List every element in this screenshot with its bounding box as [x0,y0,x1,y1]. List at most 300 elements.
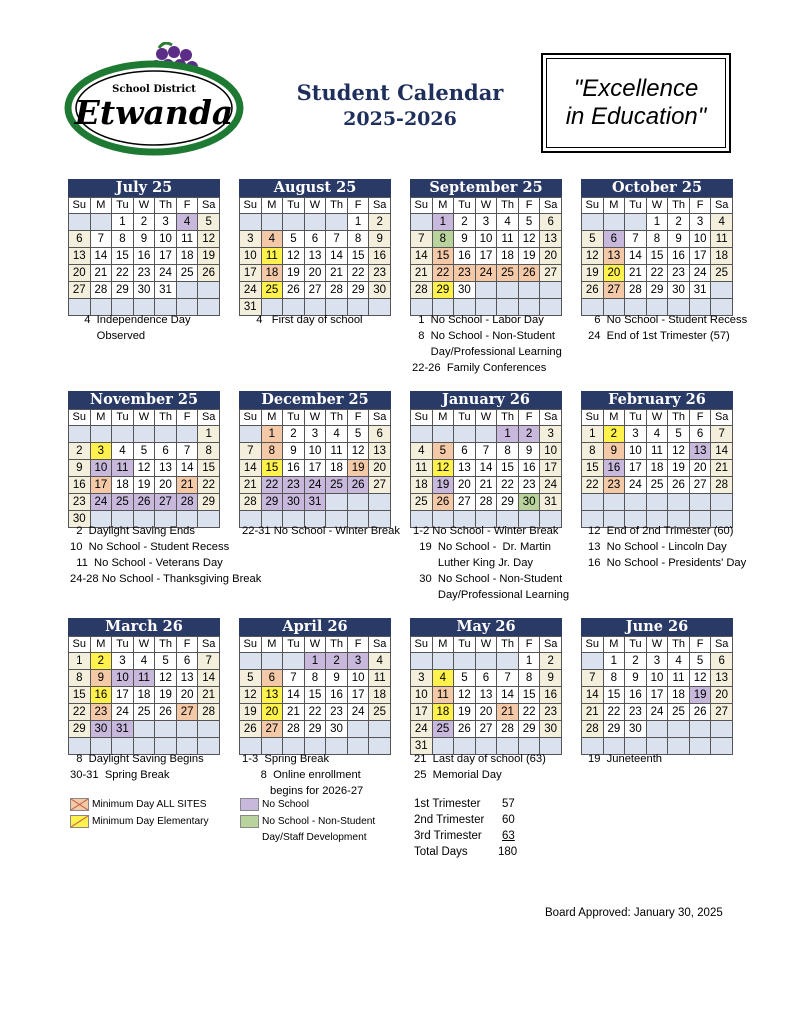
calendar-day: 11 [668,670,690,687]
page-title: Student Calendar [296,80,504,105]
empty-day [326,494,348,511]
calendar-day: 26 [155,704,177,721]
empty-day [454,653,476,670]
calendar-day: 12 [283,248,305,265]
calendar-day: 2 [369,214,391,231]
weekday-header: W [304,410,326,426]
weekday-header: W [304,198,326,214]
empty-day [582,653,604,670]
calendar-day: 11 [261,248,283,265]
calendar-day: 29 [518,721,540,738]
calendar-day: 13 [69,248,91,265]
calendar-day: 27 [155,494,177,511]
calendar-day: 24 [155,265,177,282]
calendar-day: 1 [497,426,519,443]
empty-day [198,721,220,738]
empty-day [133,721,155,738]
calendar-day: 5 [689,653,711,670]
calendar-day: 1 [646,214,668,231]
calendar-day: 5 [582,231,604,248]
calendar-day: 19 [133,477,155,494]
calendar-day: 29 [432,282,454,299]
calendar-day: 1 [432,214,454,231]
calendar-day: 18 [369,687,391,704]
empty-day [261,653,283,670]
weekday-header: Tu [283,637,305,653]
month-title: July 25 [68,179,220,197]
calendar-day: 10 [625,443,647,460]
calendar-day: 28 [198,704,220,721]
calendar-day: 4 [432,670,454,687]
weekday-header: Th [155,637,177,653]
calendar-day: 12 [347,443,369,460]
calendar-day: 5 [198,214,220,231]
calendar-day: 2 [454,214,476,231]
empty-day [582,214,604,231]
t3-label: 3rd Trimester [414,830,482,842]
notes-april: 1-3 Spring Break 8 Online enrollment begins for 2026-27 [242,753,364,797]
calendar-day: 20 [69,265,91,282]
no-school-swatch [240,798,259,811]
calendar-day: 19 [432,477,454,494]
empty-day [283,653,305,670]
month-title: August 25 [239,179,391,197]
calendar-day: 19 [283,265,305,282]
calendar-day: 30 [625,721,647,738]
month-calendar [410,618,562,755]
calendar-day: 18 [432,704,454,721]
weekday-header: Su [582,637,604,653]
calendar-day: 16 [326,687,348,704]
calendar-day: 22 [198,477,220,494]
empty-day [689,738,711,755]
calendar-day: 2 [283,426,305,443]
calendar-day: 7 [475,443,497,460]
month-calendar [410,179,562,316]
weekday-header: F [689,410,711,426]
calendar-day: 3 [240,231,262,248]
calendar-day: 6 [454,443,476,460]
weekday-header: W [646,637,668,653]
weekday-header: Tu [454,410,476,426]
calendar-day: 23 [668,265,690,282]
empty-day [497,653,519,670]
weekday-header: Th [668,410,690,426]
calendar-day: 26 [689,704,711,721]
calendar-day: 9 [518,443,540,460]
calendar-day: 16 [454,248,476,265]
calendar-day: 25 [326,477,348,494]
calendar-day: 27 [603,282,625,299]
calendar-day: 30 [90,721,112,738]
total-value: 180 [498,846,518,858]
calendar-day: 6 [369,426,391,443]
calendar-day: 1 [69,653,91,670]
calendar-day: 16 [133,248,155,265]
weekday-header: Th [326,410,348,426]
calendar-day: 11 [133,670,155,687]
calendar-day: 15 [304,687,326,704]
calendar-day: 27 [369,477,391,494]
total-label: Total Days [414,846,468,858]
calendar-day: 17 [540,460,562,477]
calendar-day: 20 [603,265,625,282]
motto-line-2: in Education" [565,103,707,130]
month-title: September 25 [410,179,562,197]
calendar-day: 1 [112,214,134,231]
calendar-day: 22 [646,265,668,282]
empty-day [625,214,647,231]
calendar-day: 7 [283,670,305,687]
calendar-day: 31 [112,721,134,738]
calendar-day: 24 [304,477,326,494]
calendar-day: 24 [646,704,668,721]
calendar-day: 3 [475,214,497,231]
calendar-day: 8 [347,231,369,248]
legend-non-student-1: No School - Non-Student [262,816,376,827]
empty-day [198,282,220,299]
calendar-day: 10 [540,443,562,460]
calendar-day: 21 [240,477,262,494]
calendar-day: 2 [326,653,348,670]
calendar-day: 22 [112,265,134,282]
empty-day [603,214,625,231]
calendar-day: 24 [475,265,497,282]
calendar-day: 23 [518,477,540,494]
calendar-day: 6 [304,231,326,248]
calendar-day: 17 [646,687,668,704]
calendar-day: 13 [261,687,283,704]
weekday-header: M [432,198,454,214]
calendar-day: 15 [518,687,540,704]
calendar-day: 3 [540,426,562,443]
calendar-day: 29 [261,494,283,511]
calendar-day: 7 [711,426,733,443]
calendar-day: 13 [454,460,476,477]
calendar-day: 25 [711,265,733,282]
calendar-day: 23 [90,704,112,721]
weekday-header: F [518,198,540,214]
calendar-day: 20 [176,687,198,704]
empty-day [369,494,391,511]
weekday-header: F [689,637,711,653]
calendar-day: 24 [347,704,369,721]
calendar-day: 26 [518,265,540,282]
calendar-day: 12 [432,460,454,477]
calendar-day: 9 [603,443,625,460]
calendar-day: 31 [411,738,433,755]
calendar-day: 11 [369,670,391,687]
calendar-day: 28 [625,282,647,299]
calendar-day: 3 [112,653,134,670]
calendar-day: 7 [176,443,198,460]
calendar-day: 10 [347,670,369,687]
calendar-day: 8 [497,443,519,460]
empty-day [304,214,326,231]
calendar-day: 23 [326,704,348,721]
calendar-day: 4 [497,214,519,231]
calendar-day: 25 [261,282,283,299]
weekday-header: Su [240,410,262,426]
calendar-day: 21 [326,265,348,282]
calendar-day: 2 [603,426,625,443]
calendar-day: 7 [411,231,433,248]
calendar-day: 29 [69,721,91,738]
weekday-header: Th [326,637,348,653]
calendar-day: 4 [711,214,733,231]
calendar-day: 27 [711,704,733,721]
calendar-day: 19 [240,704,262,721]
empty-day [240,426,262,443]
calendar-day: 17 [411,704,433,721]
calendar-day: 21 [198,687,220,704]
weekday-header: Tu [625,410,647,426]
calendar-day: 3 [411,670,433,687]
calendar-day: 21 [475,477,497,494]
calendar-day: 1 [304,653,326,670]
calendar-day: 15 [497,460,519,477]
calendar-day: 23 [133,265,155,282]
calendar-day: 3 [347,653,369,670]
calendar-day: 28 [497,721,519,738]
calendar-day: 8 [518,670,540,687]
month-title: November 25 [68,391,220,409]
weekday-header: Su [240,198,262,214]
calendar-day: 29 [198,494,220,511]
calendar-day: 5 [518,214,540,231]
empty-day [240,653,262,670]
calendar-day: 8 [646,231,668,248]
calendar-day: 5 [155,653,177,670]
calendar-day: 15 [347,248,369,265]
calendar-day: 10 [90,460,112,477]
calendar-day: 30 [518,494,540,511]
calendar-day: 6 [475,670,497,687]
calendar-day: 16 [283,460,305,477]
legend-min-elem: Minimum Day Elementary [92,816,209,827]
weekday-header: Tu [112,410,134,426]
calendar-day: 8 [198,443,220,460]
t2-label: 2nd Trimester [414,814,485,826]
calendar-day: 14 [240,460,262,477]
month-title: October 25 [581,179,733,197]
weekday-header: W [133,410,155,426]
calendar-day: 28 [326,282,348,299]
school-year: 2025-2026 [343,108,457,130]
empty-day [112,426,134,443]
month-title: May 26 [410,618,562,636]
calendar-day: 20 [454,477,476,494]
calendar-day: 13 [176,670,198,687]
notes-december: 22-31 No School - Winter Break [242,525,400,537]
weekday-header: Sa [711,637,733,653]
weekday-header: Su [411,410,433,426]
calendar-day: 7 [198,653,220,670]
empty-day [283,214,305,231]
weekday-header: W [646,410,668,426]
weekday-header: Su [411,637,433,653]
notes-august: 4 First day of school [250,314,363,326]
calendar-day: 13 [603,248,625,265]
calendar-day: 17 [90,477,112,494]
empty-day [668,721,690,738]
weekday-header: Tu [625,198,647,214]
calendar-day: 12 [518,231,540,248]
calendar-day: 22 [518,704,540,721]
calendar-day: 6 [69,231,91,248]
weekday-header: Sa [540,410,562,426]
calendar-day: 30 [69,511,91,528]
calendar-day: 27 [475,721,497,738]
weekday-header: Sa [540,637,562,653]
calendar-day: 20 [711,687,733,704]
weekday-header: M [603,410,625,426]
weekday-header: W [475,637,497,653]
calendar-day: 6 [261,670,283,687]
calendar-day: 16 [603,460,625,477]
calendar-day: 8 [112,231,134,248]
calendar-day: 10 [304,443,326,460]
calendar-day: 10 [689,231,711,248]
calendar-day: 25 [411,494,433,511]
calendar-day: 6 [176,653,198,670]
calendar-day: 27 [261,721,283,738]
weekday-header: Tu [112,198,134,214]
calendar-day: 16 [540,687,562,704]
notes-november: 2 Daylight Saving Ends 10 No School - Student Recess 11 No School - Veterans Day 24-28 No School - Thanksgiving Break [70,525,262,585]
calendar-day: 31 [540,494,562,511]
calendar-day: 3 [304,426,326,443]
calendar-day: 18 [646,460,668,477]
weekday-header: M [432,637,454,653]
calendar-day: 12 [240,687,262,704]
calendar-day: 20 [475,704,497,721]
calendar-day: 17 [689,248,711,265]
calendar-day: 1 [603,653,625,670]
notes-september: 1 No School - Labor Day 8 No School - Non-Student Day/Professional Learning 22-26 Family Conferences [412,314,562,374]
calendar-day: 25 [112,494,134,511]
calendar-day: 13 [540,231,562,248]
calendar-day: 5 [240,670,262,687]
month-calendar [239,618,391,755]
weekday-header: Su [582,198,604,214]
calendar-day: 19 [454,704,476,721]
calendar-day: 2 [625,653,647,670]
calendar-day: 8 [304,670,326,687]
calendar-day: 2 [668,214,690,231]
calendar-day: 13 [369,443,391,460]
calendar-day: 7 [240,443,262,460]
calendar-day: 20 [304,265,326,282]
calendar-day: 15 [261,460,283,477]
calendar-day: 29 [304,721,326,738]
calendar-day: 26 [283,282,305,299]
calendar-day: 14 [582,687,604,704]
month-title: February 26 [581,391,733,409]
calendar-day: 30 [668,282,690,299]
weekday-header: F [347,410,369,426]
calendar-day: 20 [540,248,562,265]
calendar-day: 18 [176,248,198,265]
weekday-header: Sa [540,198,562,214]
month-title: April 26 [239,618,391,636]
empty-day [689,721,711,738]
empty-day [369,299,391,316]
empty-day [411,426,433,443]
calendar-day: 20 [261,704,283,721]
calendar-day: 19 [347,460,369,477]
calendar-day: 3 [155,214,177,231]
calendar-day: 30 [283,494,305,511]
calendar-day: 20 [155,477,177,494]
empty-day [369,738,391,755]
empty-day [155,426,177,443]
calendar-day: 26 [198,265,220,282]
weekday-header: Th [497,637,519,653]
calendar-day: 27 [689,477,711,494]
calendar-day: 23 [454,265,476,282]
calendar-day: 5 [668,426,690,443]
calendar-day: 21 [411,265,433,282]
empty-day [668,494,690,511]
calendar-day: 9 [283,443,305,460]
calendar-day: 21 [582,704,604,721]
weekday-header: Sa [369,198,391,214]
legend-min-all: Minimum Day ALL SITES [92,799,207,810]
calendar-day: 9 [133,231,155,248]
weekday-header: W [475,198,497,214]
empty-day [369,721,391,738]
calendar-day: 3 [689,214,711,231]
calendar-day: 21 [625,265,647,282]
calendar-day: 18 [261,265,283,282]
calendar-day: 20 [369,460,391,477]
calendar-day: 6 [155,443,177,460]
calendar-day: 18 [711,248,733,265]
non-student-swatch [240,815,259,828]
weekday-header: W [133,198,155,214]
calendar-day: 24 [240,282,262,299]
calendar-day: 11 [326,443,348,460]
calendar-day: 10 [411,687,433,704]
empty-day [646,721,668,738]
calendar-day: 1 [582,426,604,443]
empty-day [518,282,540,299]
weekday-header: Th [326,198,348,214]
weekday-header: F [518,637,540,653]
empty-day [540,282,562,299]
calendar-day: 4 [369,653,391,670]
calendar-day: 27 [304,282,326,299]
calendar-day: 27 [454,494,476,511]
empty-day [176,721,198,738]
calendar-day: 9 [326,670,348,687]
calendar-day: 17 [304,460,326,477]
calendar-day: 14 [497,687,519,704]
calendar-day: 28 [582,721,604,738]
weekday-header: M [432,410,454,426]
calendar-day: 4 [326,426,348,443]
empty-day [711,738,733,755]
calendar-day: 16 [369,248,391,265]
empty-day [582,494,604,511]
calendar-day: 11 [711,231,733,248]
month-title: June 26 [581,618,733,636]
t1-label: 1st Trimester [414,798,481,810]
calendar-day: 14 [475,460,497,477]
legend-no-school-label: No School [262,799,310,810]
weekday-header: Su [69,198,91,214]
